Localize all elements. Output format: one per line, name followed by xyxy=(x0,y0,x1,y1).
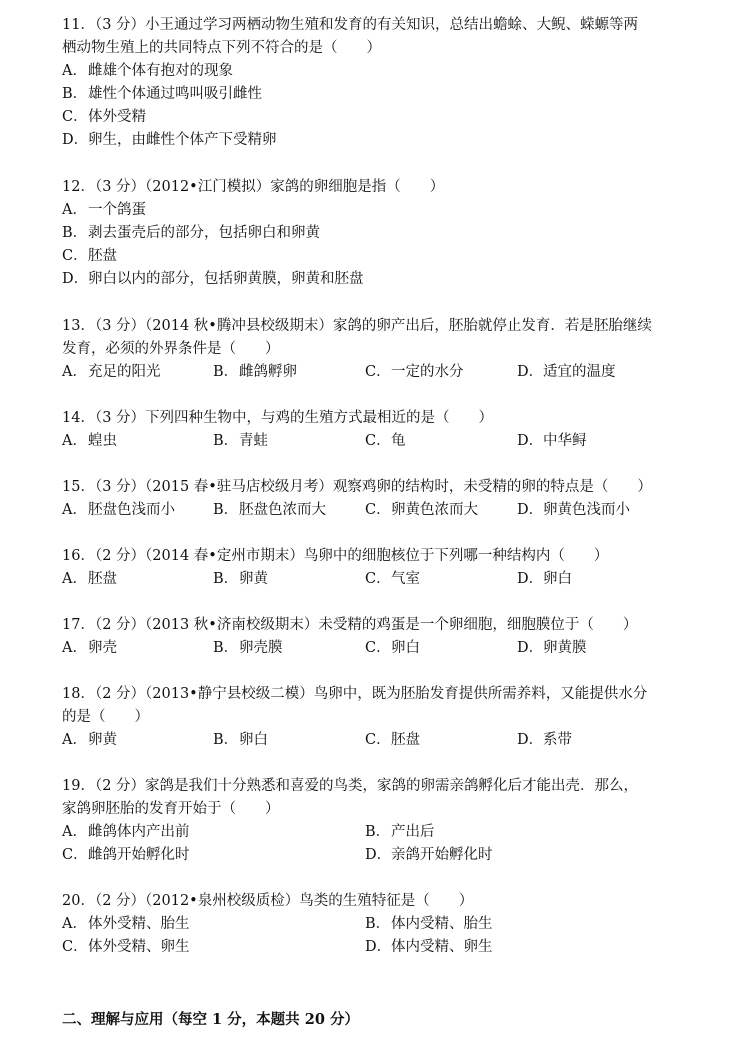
option-text: 充足的阳光 xyxy=(88,364,161,380)
option-label: B． xyxy=(365,916,391,932)
option-text: 体外受精、胎生 xyxy=(88,916,190,932)
option-text: 卵白 xyxy=(391,640,420,656)
options-row xyxy=(62,430,674,453)
options-row xyxy=(62,637,674,660)
option-text: 一个鸽蛋 xyxy=(88,202,146,218)
option-text: 胚盘 xyxy=(88,571,117,587)
option-label: D． xyxy=(517,502,544,518)
option-label: A． xyxy=(62,63,87,79)
option-text: 卵黄色浓而大 xyxy=(391,502,478,518)
question-13 xyxy=(62,315,674,384)
option-c xyxy=(365,729,420,752)
option-label: C． xyxy=(365,364,391,380)
option-text: 雌鸽体内产出前 xyxy=(88,824,190,840)
option-label: B． xyxy=(213,732,239,748)
option-label: A． xyxy=(62,364,87,380)
option-text: 卵生，由雌性个体产下受精卵 xyxy=(88,132,277,148)
option-label: A． xyxy=(62,640,87,656)
option-label: C． xyxy=(62,847,88,863)
option-text: 青蛙 xyxy=(239,433,268,449)
options-row xyxy=(62,936,674,959)
option-b xyxy=(62,222,674,245)
option-a xyxy=(62,430,117,453)
option-a xyxy=(62,499,175,522)
option-d xyxy=(62,268,674,291)
option-text: 卵壳膜 xyxy=(239,640,283,656)
option-d xyxy=(365,936,493,959)
option-text: 卵黄 xyxy=(239,571,268,587)
option-b xyxy=(213,499,326,522)
section-heading: 二、理解与应用（每空 1 分，本题共 20 分） xyxy=(62,1011,359,1028)
option-text: 中华鲟 xyxy=(543,433,587,449)
option-label: C． xyxy=(365,571,391,587)
options-row xyxy=(62,361,674,384)
option-b xyxy=(213,568,268,591)
option-d xyxy=(62,129,674,152)
option-c xyxy=(365,361,464,384)
option-label: C． xyxy=(365,640,391,656)
options-row xyxy=(62,568,674,591)
option-d xyxy=(517,361,616,384)
option-label: B． xyxy=(62,225,88,241)
option-text: 雌鸽孵卵 xyxy=(239,364,297,380)
option-a xyxy=(62,637,117,660)
option-a xyxy=(62,361,161,384)
option-b xyxy=(365,913,493,936)
question-12 xyxy=(62,176,674,291)
option-text: 适宜的温度 xyxy=(543,364,616,380)
question-18 xyxy=(62,683,674,752)
option-text: 卵壳 xyxy=(88,640,117,656)
option-b xyxy=(213,729,268,752)
option-label: C． xyxy=(365,732,391,748)
question-stem: 家鸽卵胚胎的发育开始于（ ） xyxy=(62,801,280,817)
option-label: A． xyxy=(62,732,87,748)
option-text: 卵黄色浅而小 xyxy=(543,502,630,518)
question-stem: 18．（2 分）（2013•静宁县校级二模）鸟卵中，既为胚胎发育提供所需养料，又能提供水分 xyxy=(62,686,648,702)
option-label: D． xyxy=(517,640,544,656)
option-label: B． xyxy=(62,86,88,102)
option-c xyxy=(365,430,406,453)
question-20 xyxy=(62,890,674,959)
option-text: 胚盘色浅而小 xyxy=(88,502,175,518)
option-text: 体外受精、卵生 xyxy=(88,939,190,955)
question-19 xyxy=(62,775,674,867)
option-label: D． xyxy=(517,433,544,449)
question-stem: 19．（2 分）家鸽是我们十分熟悉和喜爱的鸟类，家鸽的卵需亲鸽孵化后才能出壳．那么， xyxy=(62,778,639,794)
question-15 xyxy=(62,476,674,522)
option-c xyxy=(62,844,190,867)
question-stem: 14．（3 分）下列四种生物中，与鸡的生殖方式最相近的是（ ） xyxy=(62,410,494,426)
question-stem: 的是（ ） xyxy=(62,709,149,725)
option-text: 胚盘 xyxy=(391,732,420,748)
option-label: A． xyxy=(62,916,87,932)
option-text: 亲鸽开始孵化时 xyxy=(391,847,493,863)
question-stem: 栖动物生殖上的共同特点下列不符合的是（ ） xyxy=(62,40,381,56)
option-text: 产出后 xyxy=(391,824,435,840)
option-a xyxy=(62,568,117,591)
option-label: D． xyxy=(517,364,544,380)
option-label: C． xyxy=(365,502,391,518)
option-text: 体外受精 xyxy=(88,109,146,125)
option-a xyxy=(62,60,674,83)
question-stem: 16．（2 分）（2014 春•定州市期末）鸟卵中的细胞核位于下列哪一种结构内（ ） xyxy=(62,548,609,564)
option-d xyxy=(517,430,587,453)
option-label: B． xyxy=(213,502,239,518)
option-text: 剥去蛋壳后的部分，包括卵白和卵黄 xyxy=(88,225,320,241)
question-stem: 20．（2 分）（2012•泉州校级质检）鸟类的生殖特征是（ ） xyxy=(62,893,474,909)
option-label: D． xyxy=(365,939,392,955)
option-label: B． xyxy=(213,364,239,380)
option-c xyxy=(62,936,190,959)
question-stem: 11．（3 分）小王通过学习两栖动物生殖和发育的有关知识，总结出蟾蜍、大鲵、蝾螈等两 xyxy=(62,17,639,33)
option-a xyxy=(62,913,190,936)
options-row xyxy=(62,729,674,752)
option-text: 卵黄膜 xyxy=(543,640,587,656)
option-c xyxy=(62,106,674,129)
option-c xyxy=(365,637,420,660)
option-label: C． xyxy=(62,109,88,125)
option-label: C． xyxy=(62,248,88,264)
question-14 xyxy=(62,407,674,453)
question-stem: 17．（2 分）（2013 秋•济南校级期末）未受精的鸡蛋是一个卵细胞，细胞膜位于（ ） xyxy=(62,617,638,633)
question-stem: 12．（3 分）（2012•江门模拟）家鸽的卵细胞是指（ ） xyxy=(62,179,445,195)
option-text: 系带 xyxy=(543,732,572,748)
option-label: D． xyxy=(62,132,89,148)
option-d xyxy=(365,844,493,867)
options-row xyxy=(62,821,674,844)
question-stem: 13．（3 分）（2014 秋•腾冲县校级期末）家鸽的卵产出后，胚胎就停止发育．若是胚胎继续 xyxy=(62,318,652,334)
option-text: 胚盘 xyxy=(88,248,117,264)
option-label: B． xyxy=(365,824,391,840)
option-d xyxy=(517,568,572,591)
options-row xyxy=(62,844,674,867)
option-label: D． xyxy=(517,571,544,587)
option-c xyxy=(62,245,674,268)
question-stem: 15．（3 分）（2015 春•驻马店校级月考）观察鸡卵的结构时，未受精的卵的特点是（ ） xyxy=(62,479,652,495)
option-d xyxy=(517,637,587,660)
question-16 xyxy=(62,545,674,591)
option-label: A． xyxy=(62,571,87,587)
option-d xyxy=(517,499,630,522)
option-text: 一定的水分 xyxy=(391,364,464,380)
option-label: C． xyxy=(62,939,88,955)
option-text: 体内受精、卵生 xyxy=(391,939,493,955)
option-b xyxy=(213,430,268,453)
option-c xyxy=(365,499,478,522)
option-d xyxy=(517,729,572,752)
option-label: B． xyxy=(213,640,239,656)
option-label: C． xyxy=(365,433,391,449)
option-a xyxy=(62,729,117,752)
options-row xyxy=(62,913,674,936)
option-label: B． xyxy=(213,571,239,587)
option-text: 雌鸽开始孵化时 xyxy=(88,847,190,863)
question-stem: 发育，必须的外界条件是（ ） xyxy=(62,341,280,357)
option-label: D． xyxy=(517,732,544,748)
option-b xyxy=(213,361,297,384)
option-a xyxy=(62,199,674,222)
option-label: A． xyxy=(62,202,87,218)
option-text: 胚盘色浓而大 xyxy=(239,502,326,518)
question-11 xyxy=(62,14,674,152)
option-label: A． xyxy=(62,502,87,518)
option-label: D． xyxy=(62,271,89,287)
option-b xyxy=(365,821,435,844)
option-b xyxy=(213,637,283,660)
option-text: 卵白 xyxy=(543,571,572,587)
option-text: 体内受精、胎生 xyxy=(391,916,493,932)
option-text: 卵白以内的部分，包括卵黄膜，卵黄和胚盘 xyxy=(88,271,364,287)
option-label: D． xyxy=(365,847,392,863)
option-label: B． xyxy=(213,433,239,449)
option-text: 雌雄个体有抱对的现象 xyxy=(88,63,233,79)
option-b xyxy=(62,83,674,106)
option-text: 卵白 xyxy=(239,732,268,748)
option-text: 雄性个体通过鸣叫吸引雌性 xyxy=(88,86,262,102)
option-label: A． xyxy=(62,824,87,840)
question-17 xyxy=(62,614,674,660)
option-text: 蝗虫 xyxy=(88,433,117,449)
option-text: 龟 xyxy=(391,433,406,449)
option-label: A． xyxy=(62,433,87,449)
options-row xyxy=(62,499,674,522)
option-text: 卵黄 xyxy=(88,732,117,748)
option-a xyxy=(62,821,190,844)
option-text: 气室 xyxy=(391,571,420,587)
option-c xyxy=(365,568,420,591)
